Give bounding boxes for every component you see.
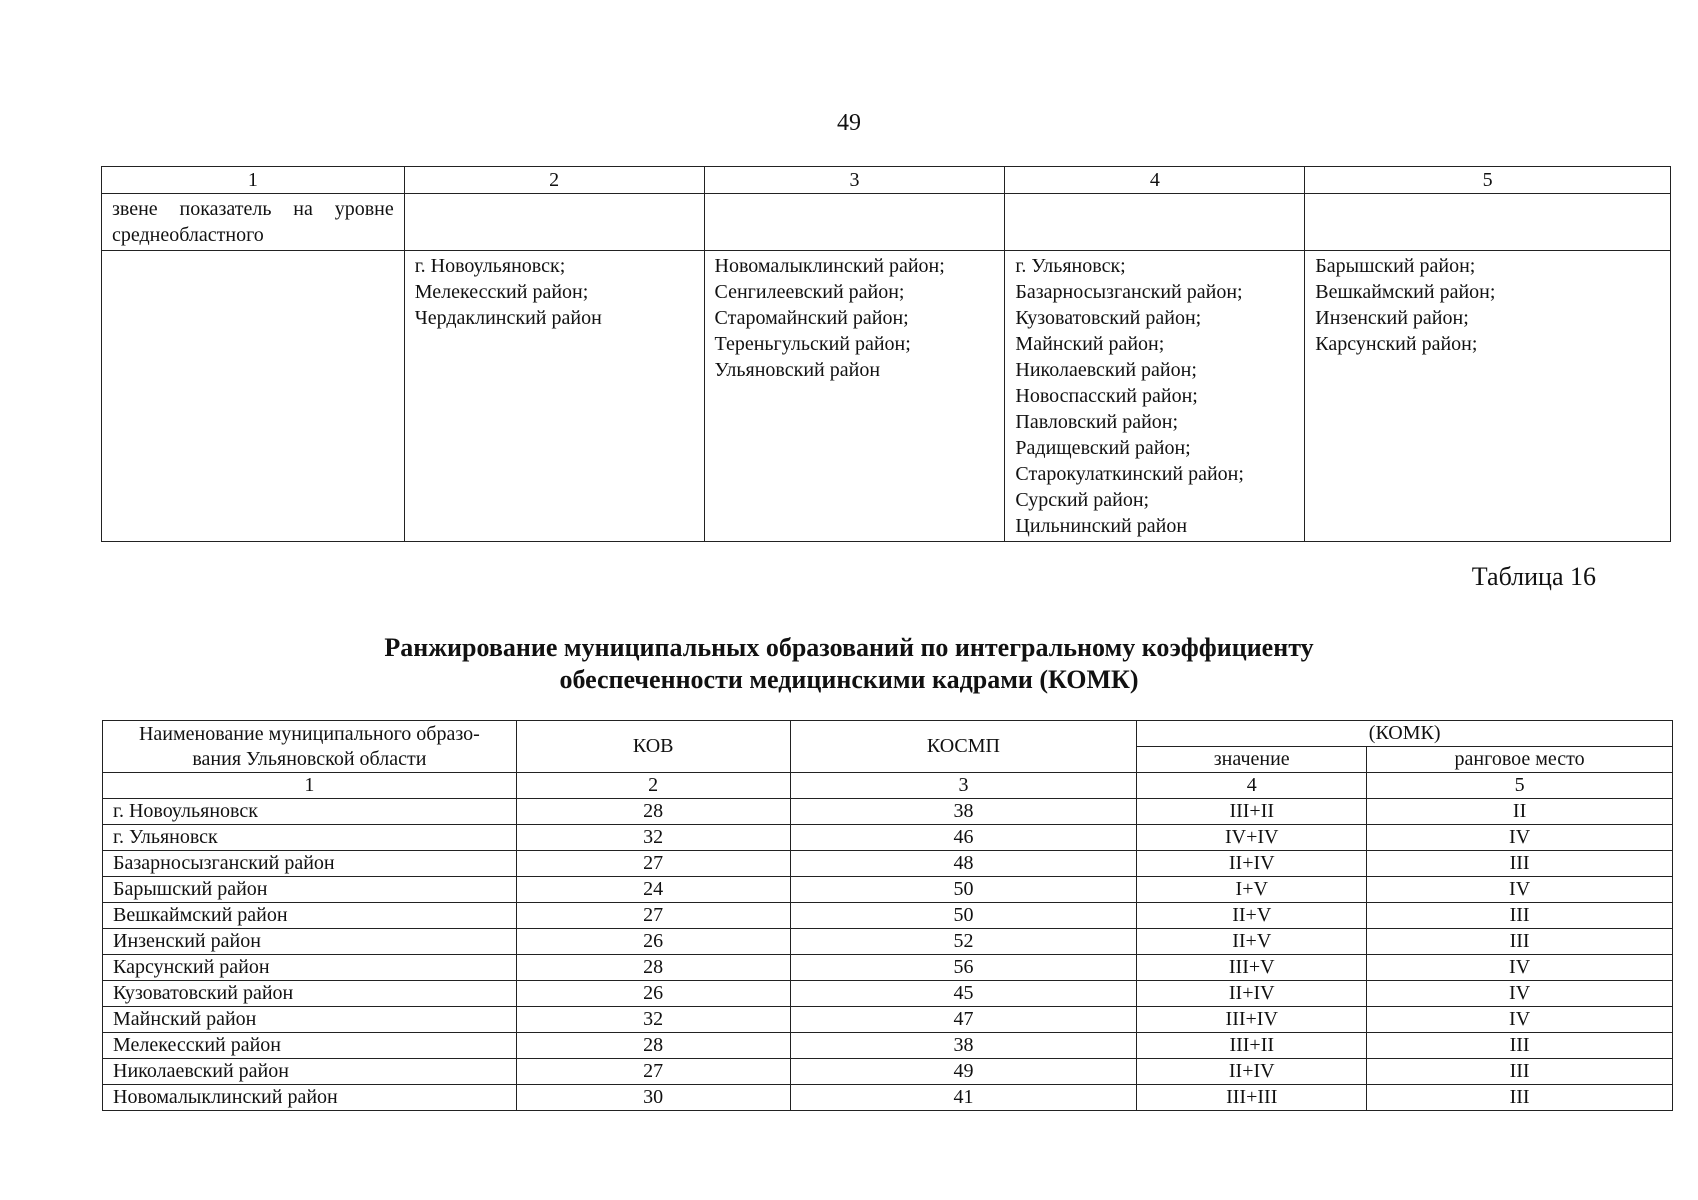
rank-place: IV — [1367, 955, 1673, 981]
column-number: 5 — [1305, 167, 1671, 194]
komk-value: III+V — [1137, 955, 1367, 981]
komk-value: II+IV — [1137, 851, 1367, 877]
kov-value: 27 — [516, 1059, 790, 1085]
empty-cell — [404, 194, 704, 251]
rank-place: IV — [1367, 825, 1673, 851]
table-row — [103, 929, 1673, 955]
column-number: 1 — [102, 167, 405, 194]
district-item: г. Ульяновск; — [1015, 255, 1126, 277]
kov-value: 28 — [516, 1033, 790, 1059]
district-item: Мелекесский район; — [414, 281, 589, 303]
column-number: 4 — [1137, 773, 1367, 799]
municipality-name: Николаевский район — [103, 1059, 517, 1085]
indicator-text-line: звене показатель на уровне — [112, 198, 394, 220]
column-number: 3 — [790, 773, 1137, 799]
komk-value: III+III — [1137, 1085, 1367, 1111]
kosmp-value: 49 — [790, 1059, 1137, 1085]
ranking-table — [102, 720, 1673, 1111]
komk-value: III+II — [1137, 799, 1367, 825]
municipality-name: Мелекесский район — [103, 1033, 517, 1059]
district-item: Новомалыклинский район; — [714, 255, 945, 277]
municipality-name: Вешкаймский район — [103, 903, 517, 929]
table-row — [103, 1007, 1673, 1033]
komk-value: II+V — [1137, 929, 1367, 955]
column-number: 5 — [1367, 773, 1673, 799]
column-number: 4 — [1005, 167, 1305, 194]
table-row — [103, 877, 1673, 903]
table-row — [103, 1085, 1673, 1111]
empty-cell — [102, 251, 405, 542]
district-item: Инзенский район; — [1315, 307, 1469, 329]
district-item: Кузоватовский район; — [1015, 307, 1202, 329]
municipality-name: Майнский район — [103, 1007, 517, 1033]
table-row — [103, 1033, 1673, 1059]
table-row — [103, 981, 1673, 1007]
district-item: Тереньгульский район; — [714, 333, 911, 355]
continuation-row — [102, 194, 1671, 251]
table-row — [103, 851, 1673, 877]
header-value: значение — [1137, 747, 1367, 773]
district-item: Старомайнский район; — [714, 307, 909, 329]
kov-value: 30 — [516, 1085, 790, 1111]
kosmp-value: 50 — [790, 903, 1137, 929]
kov-value: 32 — [516, 1007, 790, 1033]
kov-value: 27 — [516, 903, 790, 929]
page-number: 49 — [837, 110, 861, 136]
kosmp-value: 48 — [790, 851, 1137, 877]
komk-value: II+V — [1137, 903, 1367, 929]
komk-value: III+IV — [1137, 1007, 1367, 1033]
empty-cell — [1005, 194, 1305, 251]
kosmp-value: 47 — [790, 1007, 1137, 1033]
rank-place: IV — [1367, 981, 1673, 1007]
municipality-name: г. Новоульяновск — [103, 799, 517, 825]
district-item: Барышский район; — [1315, 255, 1476, 277]
rank-place: III — [1367, 851, 1673, 877]
table-row — [103, 825, 1673, 851]
kosmp-value: 50 — [790, 877, 1137, 903]
district-item: Вешкаймский район; — [1315, 281, 1496, 303]
kov-value: 32 — [516, 825, 790, 851]
header-kov: КОВ — [516, 721, 790, 773]
komk-value: I+V — [1137, 877, 1367, 903]
districts-group-3 — [704, 251, 1005, 542]
district-item: Ульяновский район — [714, 359, 881, 381]
district-item: Старокулаткинский район; — [1015, 463, 1244, 485]
kov-value: 28 — [516, 955, 790, 981]
municipality-name: Базарносызганский район — [103, 851, 517, 877]
municipality-name: Новомалыклинский район — [103, 1085, 517, 1111]
table-row — [103, 955, 1673, 981]
table-title-line: обеспеченности медицинскими кадрами (КОМК) — [559, 665, 1139, 694]
rank-place: III — [1367, 1059, 1673, 1085]
kosmp-value: 45 — [790, 981, 1137, 1007]
districts-group-4 — [1005, 251, 1305, 542]
indicator-text-cell — [102, 194, 405, 251]
column-number: 3 — [704, 167, 1005, 194]
district-item: Радищевский район; — [1015, 437, 1191, 459]
empty-cell — [1305, 194, 1671, 251]
kosmp-value: 52 — [790, 929, 1137, 955]
districts-row — [102, 251, 1671, 542]
table-row — [103, 1059, 1673, 1085]
continuation-header-row — [102, 167, 1671, 194]
rank-place: IV — [1367, 1007, 1673, 1033]
empty-cell — [704, 194, 1005, 251]
district-item: Майнский район; — [1015, 333, 1165, 355]
kov-value: 28 — [516, 799, 790, 825]
header-line: Наименование муниципального образо- — [138, 722, 480, 745]
municipality-name: Карсунский район — [103, 955, 517, 981]
kosmp-value: 41 — [790, 1085, 1137, 1111]
districts-group-2 — [404, 251, 704, 542]
district-item: г. Новоульяновск; — [414, 255, 566, 277]
column-number: 1 — [103, 773, 517, 799]
rank-place: III — [1367, 929, 1673, 955]
district-item: Новоспасский район; — [1015, 385, 1198, 407]
kov-value: 26 — [516, 981, 790, 1007]
column-number: 2 — [404, 167, 704, 194]
district-item: Павловский район; — [1015, 411, 1179, 433]
komk-value: IV+IV — [1137, 825, 1367, 851]
district-item: Карсунский район; — [1315, 333, 1478, 355]
rank-header-row — [103, 721, 1673, 747]
column-number: 2 — [516, 773, 790, 799]
municipality-name: Барышский район — [103, 877, 517, 903]
ranking-table-body — [103, 799, 1673, 1111]
header-rank: ранговое место — [1367, 747, 1673, 773]
rank-place: III — [1367, 903, 1673, 929]
table-label: Таблица 16 — [1471, 562, 1596, 591]
rank-place: III — [1367, 1033, 1673, 1059]
kosmp-value: 38 — [790, 1033, 1137, 1059]
table-row — [103, 903, 1673, 929]
header-komk: (КОМК) — [1137, 721, 1673, 747]
header-kosmp: КОСМП — [790, 721, 1137, 773]
kov-value: 26 — [516, 929, 790, 955]
district-item: Базарносызганский район; — [1015, 281, 1243, 303]
kosmp-value: 38 — [790, 799, 1137, 825]
column-number-row — [103, 773, 1673, 799]
districts-group-5 — [1305, 251, 1671, 542]
rank-place: III — [1367, 1085, 1673, 1111]
komk-value: II+IV — [1137, 981, 1367, 1007]
komk-value: III+II — [1137, 1033, 1367, 1059]
table-title-line: Ранжирование муниципальных образований по интегральному коэффициенту — [384, 633, 1314, 662]
kov-value: 27 — [516, 851, 790, 877]
municipality-name: Инзенский район — [103, 929, 517, 955]
header-municipality — [103, 721, 517, 773]
table-title — [0, 632, 1698, 696]
district-item: Сурский район; — [1015, 489, 1150, 511]
indicator-text-line: среднеобластного — [112, 224, 264, 246]
header-line: вания Ульяновской области — [192, 747, 427, 770]
district-item: Николаевский район; — [1015, 359, 1197, 381]
district-item: Чердаклинский район — [414, 307, 602, 329]
kov-value: 24 — [516, 877, 790, 903]
rank-place: IV — [1367, 877, 1673, 903]
municipality-name: г. Ульяновск — [103, 825, 517, 851]
kosmp-value: 56 — [790, 955, 1137, 981]
continuation-table — [101, 166, 1671, 542]
municipality-name: Кузоватовский район — [103, 981, 517, 1007]
kosmp-value: 46 — [790, 825, 1137, 851]
district-item: Цильнинский район — [1015, 515, 1188, 537]
rank-place: II — [1367, 799, 1673, 825]
table-row — [103, 799, 1673, 825]
district-item: Сенгилеевский район; — [714, 281, 905, 303]
komk-value: II+IV — [1137, 1059, 1367, 1085]
